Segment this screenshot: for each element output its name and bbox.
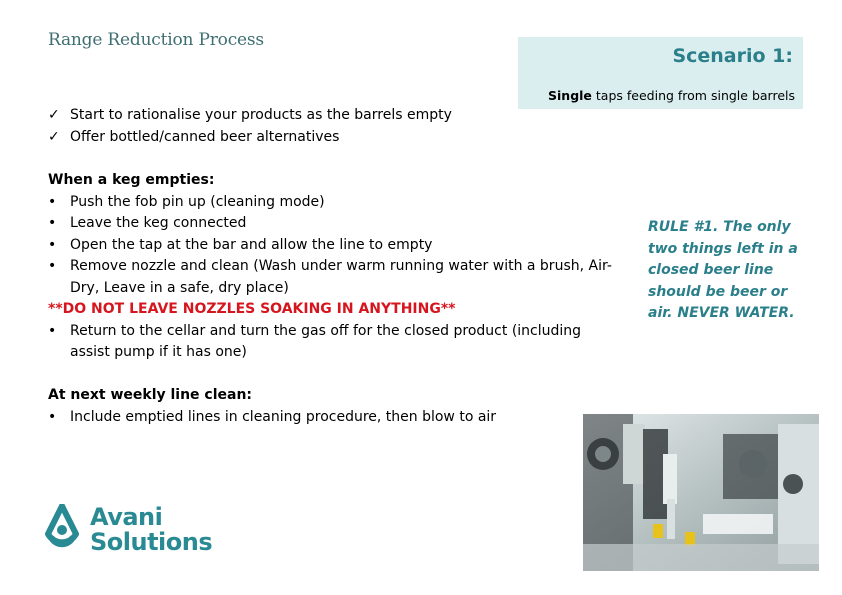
checkmark-icon: ✓ — [48, 107, 60, 123]
list-item — [48, 235, 618, 257]
company-logo — [42, 504, 212, 556]
beer-tap-cellar-photo-icon — [583, 414, 819, 571]
list-item-text: Remove nozzle and clean (Wash under warm running water with a brush, Air-Dry, Leave in a safe, dry place) — [70, 258, 612, 296]
droplet-a-icon — [42, 504, 82, 556]
bullet-icon: • — [48, 215, 57, 231]
bullet-icon: • — [48, 258, 57, 274]
checklist-item-text: Offer bottled/canned beer alternatives — [70, 129, 340, 145]
list-item — [48, 192, 618, 214]
list-item-text: Leave the keg connected — [70, 215, 247, 231]
scenario-box — [518, 37, 803, 109]
checklist — [48, 104, 452, 148]
bullet-icon: • — [48, 322, 57, 339]
rule-note: RULE #1. The only two things left in a closed beer line should be beer or air. NEVER WATER. — [648, 219, 798, 321]
list-item-text: Include emptied lines in cleaning procedure, then blow to air — [70, 408, 497, 425]
keg-empties-heading: When a keg empties: — [48, 172, 215, 188]
warning-text: **DO NOT LEAVE NOZZLES SOAKING IN ANYTHING** — [48, 301, 456, 317]
scenario-subtitle — [548, 88, 795, 103]
checkmark-icon: ✓ — [48, 129, 60, 145]
logo-wordmark — [90, 505, 212, 555]
logo-line-2: Solutions — [90, 528, 213, 556]
list-item — [48, 407, 568, 429]
list-item-text: Open the tap at the bar and allow the line to empty — [70, 236, 433, 253]
list-item — [48, 321, 618, 364]
next-clean-heading: At next weekly line clean: — [48, 387, 253, 403]
next-clean-section — [48, 385, 568, 428]
bullet-icon: • — [48, 236, 57, 253]
list-item — [48, 256, 618, 299]
logo-line-1: Avani — [90, 503, 163, 531]
bullet-icon: • — [48, 193, 57, 210]
checklist-item-text: Start to rationalise your products as the barrels empty — [70, 107, 452, 123]
beer-tap-photo — [583, 414, 819, 571]
checklist-item — [48, 104, 452, 126]
page-title: Range Reduction Process — [48, 30, 264, 50]
scenario-subtitle-rest: taps feeding from single barrels — [591, 88, 795, 103]
checklist-item — [48, 126, 452, 148]
scenario-title: Scenario 1: — [672, 45, 793, 67]
list-item-text: Push the fob pin up (cleaning mode) — [70, 193, 325, 210]
scenario-subtitle-bold: Single — [548, 88, 592, 103]
list-item — [48, 213, 618, 235]
list-item-text: Return to the cellar and turn the gas off for the closed product (including assist pump if it has one) — [70, 322, 582, 360]
keg-empties-section — [48, 170, 618, 364]
bullet-icon: • — [48, 408, 57, 425]
